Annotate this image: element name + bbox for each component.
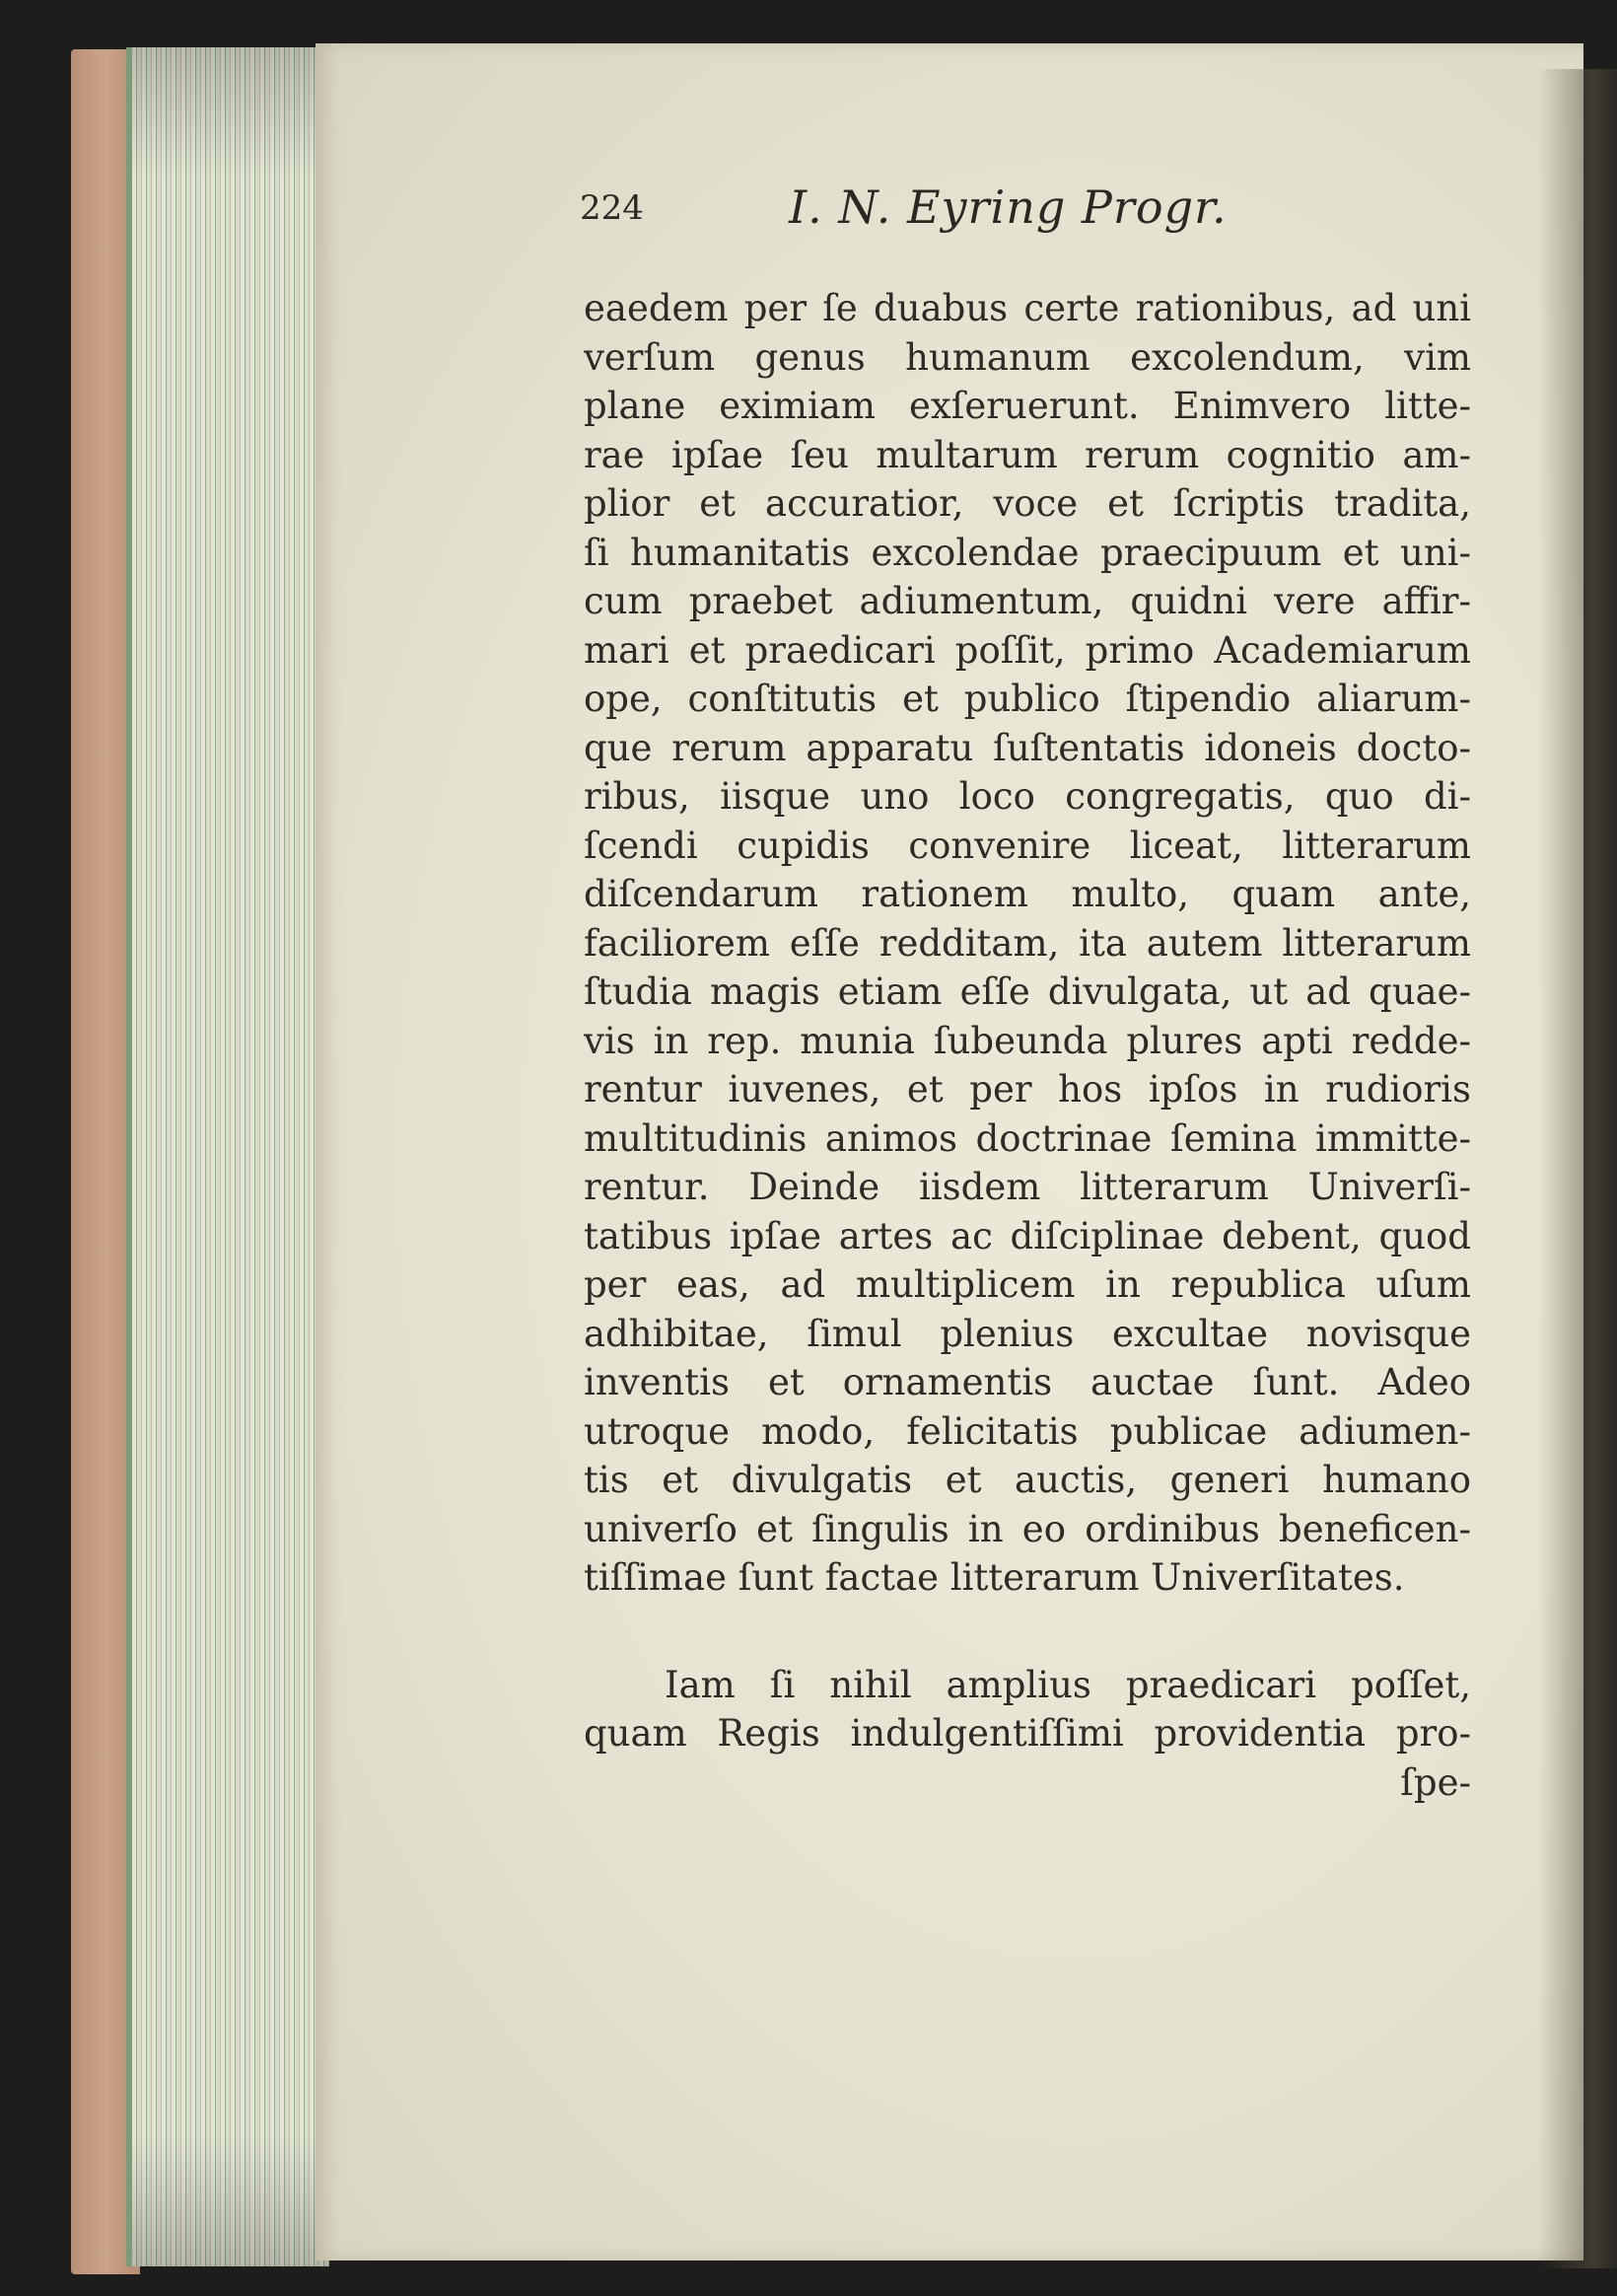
text-line: tiſſimae ſunt factae litterarum Univerſitates. <box>584 1556 1405 1599</box>
text-line: multitudinis animos doctrinae ſemina immitte- <box>584 1116 1471 1160</box>
text-line: per eas, ad multiplicem in republica uſum <box>584 1263 1471 1306</box>
text-line: tatibus ipſae artes ac diſciplinae debent, quod <box>584 1214 1471 1257</box>
text-line: adhibitae, ſimul plenius excultae novisque <box>584 1312 1471 1355</box>
text-line: utroque modo, felicitatis publicae adiumen- <box>584 1409 1471 1453</box>
text-line: ribus, iisque uno loco congregatis, quo di- <box>584 775 1471 818</box>
text-line: plior et accuratior, voce et ſcriptis tradita, <box>584 482 1471 525</box>
text-line: ſcendi cupidis convenire liceat, litterarum <box>584 824 1471 867</box>
paragraph-2 <box>584 1661 1471 1808</box>
text-line: diſcendarum rationem multo, quam ante, <box>584 873 1471 915</box>
text-line: ſtudia magis etiam eſſe divulgata, ut ad quae- <box>584 970 1471 1013</box>
text-line: eaedem per ſe duabus certe rationibus, ad uni <box>584 287 1471 329</box>
text-line: Iam ſi nihil amplius praedicari poſſet, <box>665 1663 1471 1706</box>
paragraph-1 <box>584 284 1471 1603</box>
text-line: mari et praedicari poſſit, primo Academiarum <box>584 628 1471 672</box>
page-header <box>580 180 1270 250</box>
page-number: 224 <box>580 188 644 228</box>
text-line: rentur iuvenes, et per hos ipſos in rudioris <box>584 1068 1471 1111</box>
text-line: tis et divulgatis et auctis, generi humano <box>584 1459 1471 1501</box>
body-text <box>584 284 1471 1807</box>
text-line: faciliorem eſſe redditam, ita autem litterarum <box>584 921 1471 965</box>
text-line: vis in rep. munia ſubeunda plures apti redde- <box>584 1019 1471 1062</box>
text-line: verſum genus humanum excolendum, vim <box>584 335 1471 379</box>
running-head: I. N. Eyring Progr. <box>789 180 1228 234</box>
text-line: ſi humanitatis excolendae praecipuum et uni- <box>584 531 1471 574</box>
text-line: quam Regis indulgentiſſimi providentia pro- <box>584 1712 1471 1755</box>
text-line: inventis et ornamentis auctae ſunt. Adeo <box>584 1361 1471 1403</box>
text-line: plane eximiam exſeruerunt. Enimvero litte- <box>584 385 1471 427</box>
text-line: que rerum apparatu ſuſtentatis idoneis docto- <box>584 726 1471 769</box>
text-line: rae ipſae ſeu multarum rerum cognitio am- <box>584 433 1471 476</box>
catchword: ſpe- <box>1400 1760 1471 1804</box>
text-line: rentur. Deinde iisdem litterarum Univerſi- <box>584 1166 1471 1208</box>
page-fore-edges <box>126 47 329 2266</box>
text-line: ope, conſtitutis et publico ſtipendio aliarum- <box>584 678 1471 720</box>
page-gutter-shadow <box>1538 69 1617 2268</box>
text-line: univerſo et ſingulis in eo ordinibus beneficen- <box>584 1507 1471 1550</box>
text-line: cum praebet adiumentum, quidni vere affir- <box>584 580 1471 622</box>
